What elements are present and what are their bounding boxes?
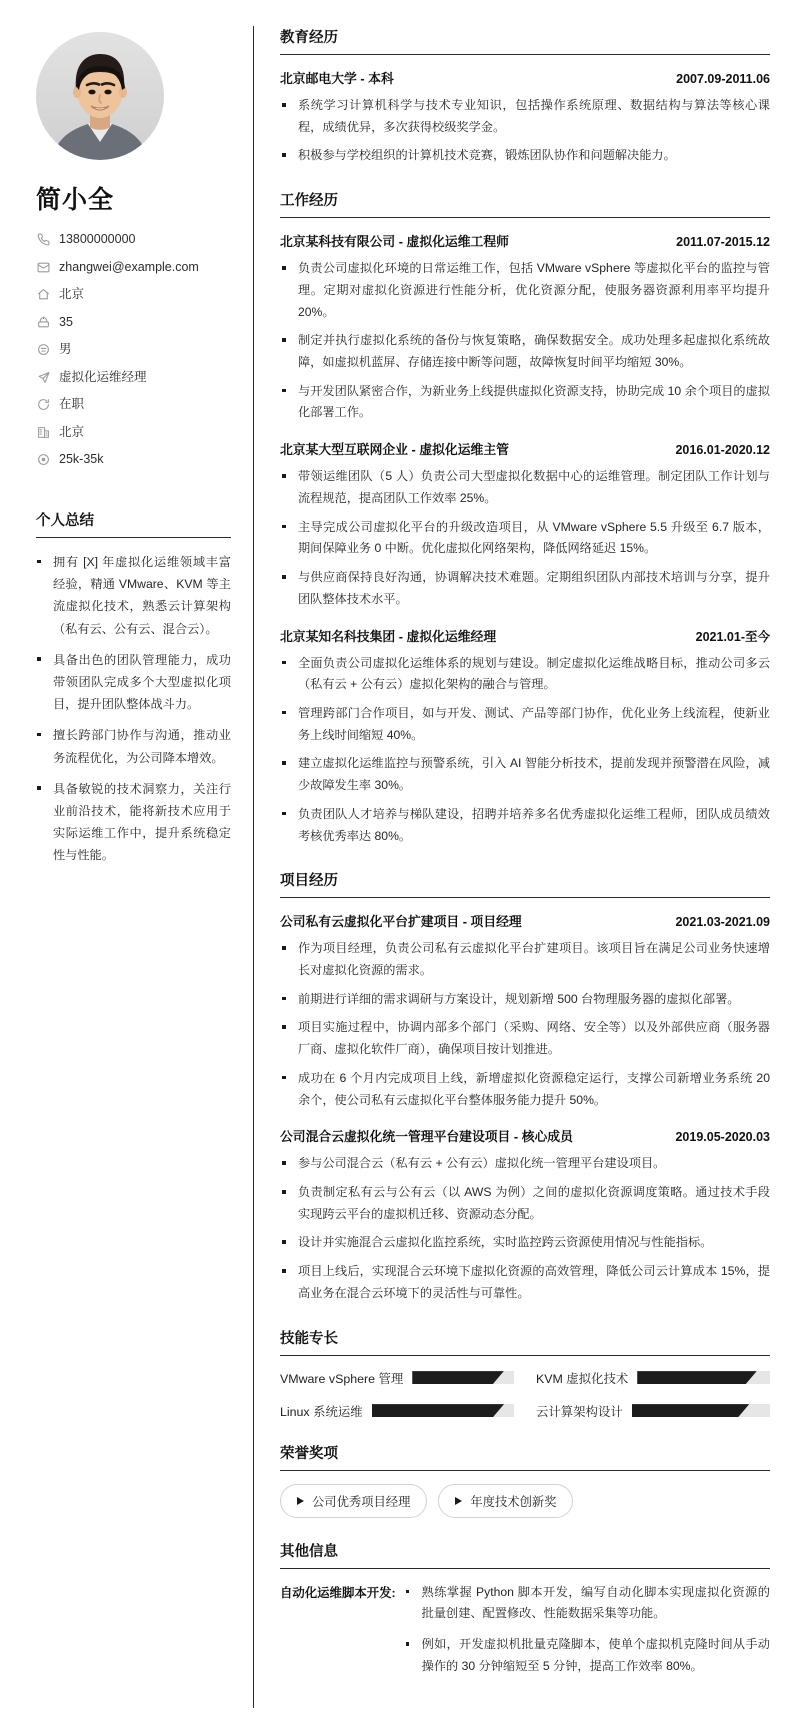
section-education <box>280 26 770 167</box>
work-entry <box>280 231 770 424</box>
entry-title: 公司私有云虚拟化平台扩建项目 - 项目经理 <box>280 914 522 930</box>
list-item: 具备敏锐的技术洞察力，关注行业前沿技术，能将新技术应用于实际运维工作中，提升系统稳定性与性能。 <box>36 778 231 867</box>
section-heading-work: 工作经历 <box>280 189 770 218</box>
section-heading-projects: 项目经历 <box>280 869 770 898</box>
section-work <box>280 189 770 847</box>
entry-title: 公司混合云虚拟化统一管理平台建设项目 - 核心成员 <box>280 1129 573 1145</box>
contact-value-email: zhangwei@example.com <box>59 259 199 274</box>
section-projects <box>280 869 770 1304</box>
list-item: 管理跨部门合作项目，如与开发、测试、产品等部门协作，优化业务上线流程，使新业务上线时间缩短 40%。 <box>280 703 770 746</box>
building-icon <box>36 425 50 439</box>
contact-value-gender: 男 <box>59 342 72 356</box>
other-info-body <box>404 1582 770 1687</box>
list-item: 项目上线后，实现混合云环境下虚拟化资源的高效管理，降低公司云计算成本 15%，提高业务在混合云环境下的灵活性与可靠性。 <box>280 1261 770 1304</box>
entry-title: 北京某大型互联网企业 - 虚拟化运维主管 <box>280 442 509 458</box>
award-label: 公司优秀项目经理 <box>312 1494 411 1509</box>
skill-progress-track <box>372 1404 514 1417</box>
list-item: 作为项目经理，负责公司私有云虚拟化平台扩建项目。该项目旨在满足公司业务快速增长对虚拟化资源的需求。 <box>280 938 770 981</box>
contact-value-status: 在职 <box>59 397 85 411</box>
avatar <box>36 32 164 160</box>
skill-item <box>280 1402 514 1420</box>
section-heading-other: 其他信息 <box>280 1540 770 1569</box>
skill-label: VMware vSphere 管理 <box>280 1371 404 1386</box>
gender-icon <box>36 343 50 357</box>
entry-date: 2016.01-2020.12 <box>675 443 770 458</box>
contact-value-phone: 13800000000 <box>59 232 136 246</box>
list-item: 与开发团队紧密合作，为新业务上线提供虚拟化资源支持，协助完成 10 余个项目的虚拟化部署工作。 <box>280 381 770 424</box>
list-item: 熟练掌握 Python 脚本开发，编写自动化脚本实现虚拟化资源的批量创建、配置修改、性能数据采集等功能。 <box>404 1582 770 1625</box>
triangle-icon <box>297 1497 304 1505</box>
skill-label: KVM 虚拟化技术 <box>536 1371 629 1386</box>
skill-progress-fill <box>372 1404 504 1417</box>
list-item: 与供应商保持良好沟通，协调解决技术难题。定期组织团队内部技术培训与分享，提升团队整体技术水平。 <box>280 567 770 610</box>
entry-header <box>280 68 770 87</box>
contact-row-age <box>36 315 235 330</box>
skill-item <box>280 1369 514 1387</box>
contact-row-gender <box>36 342 235 357</box>
skill-label: Linux 系统运维 <box>280 1404 363 1419</box>
list-item: 例如，开发虚拟机批量克隆脚本，使单个虚拟机克隆时间从手动操作的 30 分钟缩短至 5 分钟，提高工作效率 80%。 <box>404 1634 770 1677</box>
list-item: 设计并实施混合云虚拟化监控系统，实时监控跨云资源使用情况与性能指标。 <box>280 1232 770 1254</box>
profile-photo-icon <box>36 32 164 160</box>
section-heading-awards: 荣誉奖项 <box>280 1442 770 1471</box>
skill-progress-track <box>637 1371 770 1384</box>
list-item: 带领运维团队（5 人）负责公司大型虚拟化数据中心的运维管理。制定团队工作计划与流程规范，提高团队工作效率 25%。 <box>280 466 770 509</box>
birthday-icon <box>36 315 50 329</box>
entry-bullet-list <box>280 95 770 167</box>
entry-bullet-list <box>280 938 770 1111</box>
list-item: 主导完成公司虚拟化平台的升级改造项目，从 VMware vSphere 5.5 升级至 6.7 版本，期间保障业务 0 中断。优化虚拟化网络架构，降低网络延迟 15%。 <box>280 517 770 560</box>
status-badge <box>280 1484 427 1518</box>
home-icon <box>36 288 50 302</box>
list-item: 积极参与学校组织的计算机技术竞赛，锻炼团队协作和问题解决能力。 <box>280 145 770 167</box>
paper-plane-icon <box>36 370 50 384</box>
list-item: 负责团队人才培养与梯队建设，招聘并培养多名优秀虚拟化运维工程师，团队成员绩效考核优秀率达 80%。 <box>280 804 770 847</box>
entry-bullet-list <box>280 258 770 424</box>
contact-row-city <box>36 425 235 440</box>
entry-header <box>280 911 770 930</box>
list-item: 拥有 [X] 年虚拟化运维领域丰富经验，精通 VMware、KVM 等主流虚拟化技术，熟悉云计算架构（私有云、公有云、混合云）。 <box>36 551 231 640</box>
entry-date: 2019.05-2020.03 <box>675 1130 770 1145</box>
skill-label: 云计算架构设计 <box>536 1404 623 1419</box>
contact-row-email <box>36 260 235 275</box>
contact-list <box>36 232 235 467</box>
entry-header <box>280 439 770 458</box>
other-info-group <box>280 1582 770 1687</box>
entry-title: 北京某知名科技集团 - 虚拟化运维经理 <box>280 628 497 644</box>
award-label: 年度技术创新奖 <box>470 1494 557 1509</box>
summary-bullet-list <box>36 551 231 867</box>
list-item: 擅长跨部门协作与沟通，推动业务流程优化，为公司降本增效。 <box>36 724 231 768</box>
list-item: 制定并执行虚拟化系统的备份与恢复策略，确保数据安全。成功处理多起虚拟化系统故障，如虚拟机蓝屏、存储连接中断等问题，故障恢复时间平均缩短 30%。 <box>280 330 770 373</box>
section-other-info <box>280 1540 770 1687</box>
entry-bullet-list <box>280 653 770 848</box>
contact-value-hometown: 北京 <box>59 287 85 301</box>
main-content <box>254 26 770 1708</box>
list-item: 项目实施过程中，协调内部多个部门（采购、网络、安全等）以及外部供应商（服务器厂商、虚拟化软件厂商），确保项目按计划推进。 <box>280 1017 770 1060</box>
contact-value-salary: 25k-35k <box>59 452 104 466</box>
entry-title: 北京邮电大学 - 本科 <box>280 71 394 86</box>
entry-header <box>280 1126 770 1145</box>
education-entry <box>280 68 770 167</box>
list-item: 全面负责公司虚拟化运维体系的规划与建设。制定虚拟化运维战略目标，推动公司多云（私有云 + 公有云）虚拟化架构的融合与管理。 <box>280 653 770 696</box>
section-summary <box>36 509 235 867</box>
section-heading-skills: 技能专长 <box>280 1327 770 1356</box>
project-entry <box>280 911 770 1111</box>
skill-grid <box>280 1369 770 1420</box>
skill-item <box>536 1369 770 1387</box>
list-item: 参与公司混合云（私有云 + 公有云）虚拟化统一管理平台建设项目。 <box>280 1153 770 1175</box>
page-title: 简小全 <box>36 186 115 214</box>
other-info-key: 自动化运维脚本开发: <box>280 1585 396 1600</box>
entry-date: 2007.09-2011.06 <box>676 72 770 86</box>
phone-icon <box>36 233 50 247</box>
section-awards <box>280 1442 770 1518</box>
contact-value-city: 北京 <box>59 424 85 439</box>
list-item: 成功在 6 个月内完成项目上线，新增虚拟化资源稳定运行，支撑公司新增业务系统 20 余个，使公司私有云虚拟化平台整体服务能力提升 50%。 <box>280 1068 770 1111</box>
entry-date: 2021.03-2021.09 <box>675 915 770 930</box>
triangle-icon <box>455 1497 462 1505</box>
contact-value-age: 35 <box>59 314 73 329</box>
project-entry <box>280 1126 770 1304</box>
work-entry <box>280 439 770 610</box>
contact-value-position: 虚拟化运维经理 <box>59 369 147 384</box>
salary-icon <box>36 453 50 467</box>
entry-date: 2021.01-至今 <box>695 629 770 644</box>
sidebar <box>24 26 254 1708</box>
skill-progress-fill <box>637 1371 756 1384</box>
contact-row-phone <box>36 232 235 247</box>
contact-row-status <box>36 397 235 412</box>
contact-row-position <box>36 370 235 385</box>
status-badge <box>438 1484 573 1518</box>
work-entry <box>280 626 770 848</box>
envelope-icon <box>36 260 50 274</box>
entry-header <box>280 231 770 250</box>
list-item: 负责制定私有云与公有云（以 AWS 为例）之间的虚拟化资源调度策略。通过技术手段实现跨云平台的虚拟机迁移、资源动态分配。 <box>280 1182 770 1225</box>
list-item: 系统学习计算机科学与技术专业知识，包括操作系统原理、数据结构与算法等核心课程，成绩优异，多次获得校级奖学金。 <box>280 95 770 138</box>
section-heading-education: 教育经历 <box>280 26 770 55</box>
skill-item <box>536 1402 770 1420</box>
list-item: 负责公司虚拟化环境的日常运维工作，包括 VMware vSphere 等虚拟化平台的监控与管理。定期对虚拟化资源进行性能分析，优化资源分配，使服务器资源利用率平均提升 20%。 <box>280 258 770 323</box>
entry-bullet-list <box>404 1582 770 1678</box>
skill-progress-fill <box>632 1404 750 1417</box>
list-item: 前期进行详细的需求调研与方案设计，规划新增 500 台物理服务器的虚拟化部署。 <box>280 989 770 1011</box>
award-list <box>280 1484 770 1518</box>
section-heading-summary: 个人总结 <box>36 509 231 538</box>
entry-header <box>280 626 770 645</box>
contact-row-salary <box>36 452 235 467</box>
contact-row-hometown <box>36 287 235 302</box>
entry-title: 北京某科技有限公司 - 虚拟化运维工程师 <box>280 234 509 250</box>
list-item: 具备出色的团队管理能力，成功带领团队完成多个大型虚拟化项目，提升团队整体战斗力。 <box>36 649 231 716</box>
skill-progress-fill <box>412 1371 504 1384</box>
entry-bullet-list <box>280 1153 770 1304</box>
entry-bullet-list <box>280 466 770 610</box>
skill-progress-track <box>632 1404 770 1417</box>
list-item: 建立虚拟化运维监控与预警系统，引入 AI 智能分析技术，提前发现并预警潜在风险，减少故障发生率 30%。 <box>280 753 770 796</box>
section-skills <box>280 1327 770 1420</box>
entry-date: 2011.07-2015.12 <box>676 235 770 250</box>
status-icon <box>36 398 50 412</box>
skill-progress-track <box>412 1371 514 1384</box>
